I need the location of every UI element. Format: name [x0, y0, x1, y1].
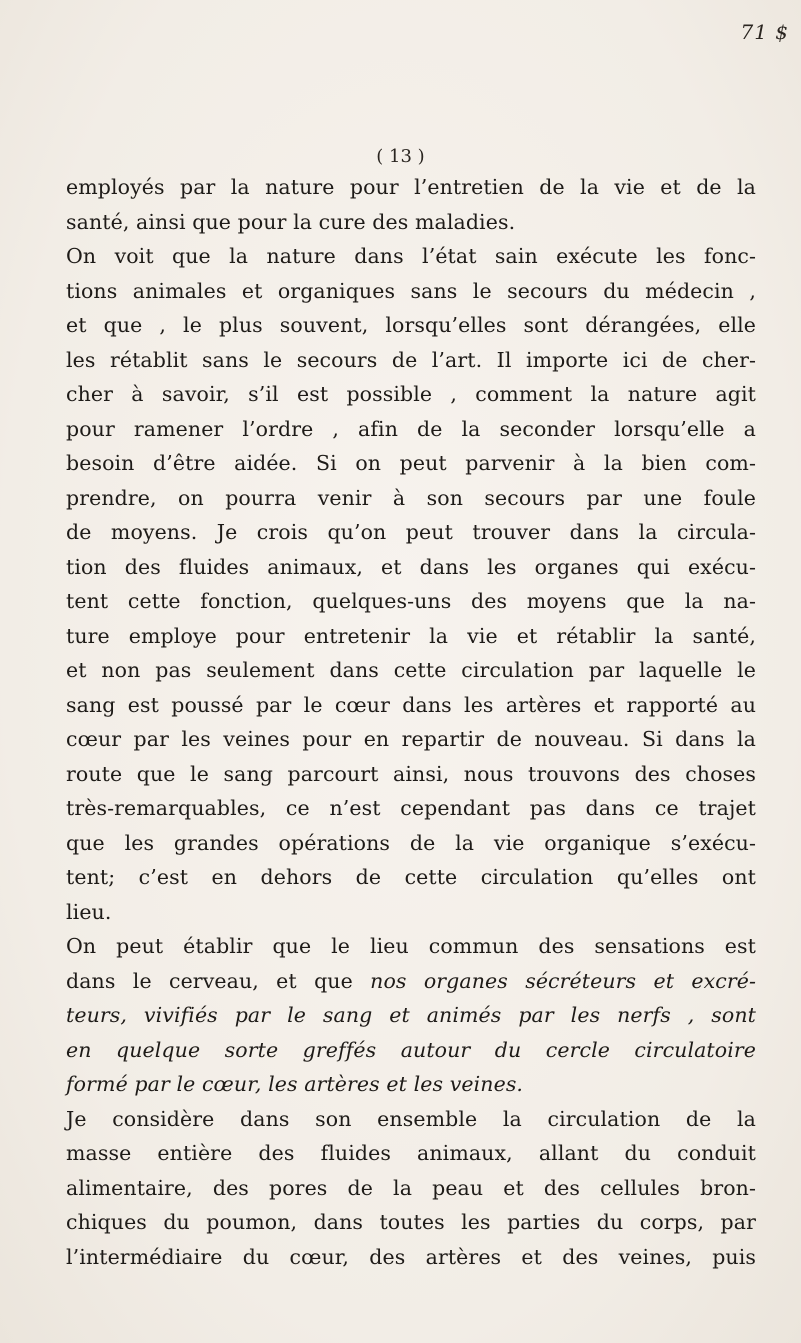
text-line-content: santé, ainsi que pour la cure des maladies. [66, 209, 516, 234]
text-line-content: pour ramener l’ordre , afin de la seconder lorsqu’elle a [66, 416, 756, 441]
text-line [66, 550, 756, 584]
text-line-content: que les grandes opérations de la vie organique s’exécu- [66, 830, 756, 855]
text-line-content: tion des fluides animaux, et dans les organes qui exécu- [66, 554, 756, 579]
text-line-content: dans le cerveau, et que [66, 968, 371, 993]
text-line-content: et non pas seulement dans cette circulation par laquelle le [66, 658, 756, 682]
page-number: ( 13 ) [376, 146, 425, 167]
text-line-content: masse entière des fluides animaux, allant du conduit [66, 1141, 756, 1165]
text-line [66, 274, 756, 308]
text-line [66, 688, 756, 722]
text-line [66, 860, 756, 894]
text-line [66, 1136, 756, 1170]
text-line-content: prendre, on pourra venir à son secours par une foule [66, 485, 756, 510]
text-line-content: tent; c’est en dehors de cette circulation qu’elles ont [66, 865, 756, 889]
text-line-content: très-remarquables, ce n’est cependant pas dans ce trajet [66, 796, 756, 820]
text-line [66, 929, 756, 963]
text-line [66, 1171, 756, 1205]
text-line-content: l’intermédiaire du cœur, des artères et des veines, puis [66, 1244, 756, 1269]
text-line-content: cœur par les veines pour en repartir de nouveau. Si dans la [66, 727, 756, 751]
text-line-content: les rétablit sans le secours de l’art. Il importe ici de cher- [66, 347, 756, 372]
text-line [66, 343, 756, 377]
text-line-content: sang est poussé par le cœur dans les artères et rapporté au [66, 692, 756, 717]
text-line [66, 481, 756, 515]
text-line [66, 826, 756, 860]
text-line [66, 964, 756, 998]
text-line [66, 722, 756, 756]
text-line [66, 1240, 756, 1274]
text-line-content: ture employe pour entretenir la vie et rétablir la santé, [66, 623, 756, 648]
text-line-content: Je considère dans son ensemble la circulation de la [66, 1106, 756, 1131]
text-line [66, 377, 756, 411]
text-line [66, 170, 756, 204]
text-line-content: cher à savoir, s’il est possible , comment la nature agit [66, 382, 756, 406]
text-line-content: et que , le plus souvent, lorsqu’elles sont dérangées, elle [66, 313, 756, 337]
text-line-content: en quelque sorte greffés autour du cercle circulatoire [66, 1037, 756, 1062]
text-line-content: lieu. [66, 899, 112, 924]
text-line-content: On peut établir que le lieu commun des sensations est [66, 934, 756, 958]
text-line [66, 515, 756, 549]
text-line [66, 619, 756, 653]
text-line [66, 1205, 756, 1239]
text-line-content: formé par le cœur, les artères et les veines. [66, 1072, 524, 1096]
corner-annotation: 71 $ [740, 20, 789, 44]
text-line-content: chiques du poumon, dans toutes les parties du corps, par [66, 1210, 756, 1234]
text-line-content: tions animales et organiques sans le secours du médecin , [66, 278, 756, 303]
text-line-italic-tail: nos organes sécréteurs et excré- [370, 968, 756, 993]
text-line [66, 308, 756, 342]
text-line [66, 791, 756, 825]
text-line [66, 1102, 756, 1136]
text-line [66, 584, 756, 618]
text-line [66, 1033, 756, 1067]
text-line [66, 446, 756, 480]
text-line-content: alimentaire, des pores de la peau et des cellules bron- [66, 1175, 756, 1200]
text-line [66, 205, 756, 239]
text-line-content: employés par la nature pour l’entretien de la vie et de la [66, 175, 756, 199]
text-line [66, 1067, 756, 1101]
text-line [66, 653, 756, 687]
text-line [66, 998, 756, 1032]
text-line-content: tent cette fonction, quelques-uns des moyens que la na- [66, 589, 756, 613]
text-line [66, 239, 756, 273]
text-line-content: besoin d’être aidée. Si on peut parvenir à la bien com- [66, 451, 756, 475]
text-line [66, 412, 756, 446]
text-line [66, 757, 756, 791]
text-line-content: de moyens. Je crois qu’on peut trouver dans la circula- [66, 520, 756, 544]
text-line [66, 895, 756, 929]
text-line-content: On voit que la nature dans l’état sain exécute les fonc- [66, 244, 756, 268]
text-line-content: teurs, vivifiés par le sang et animés par les nerfs , sont [66, 1003, 756, 1027]
text-line-content: route que le sang parcourt ainsi, nous trouvons des choses [66, 761, 756, 786]
